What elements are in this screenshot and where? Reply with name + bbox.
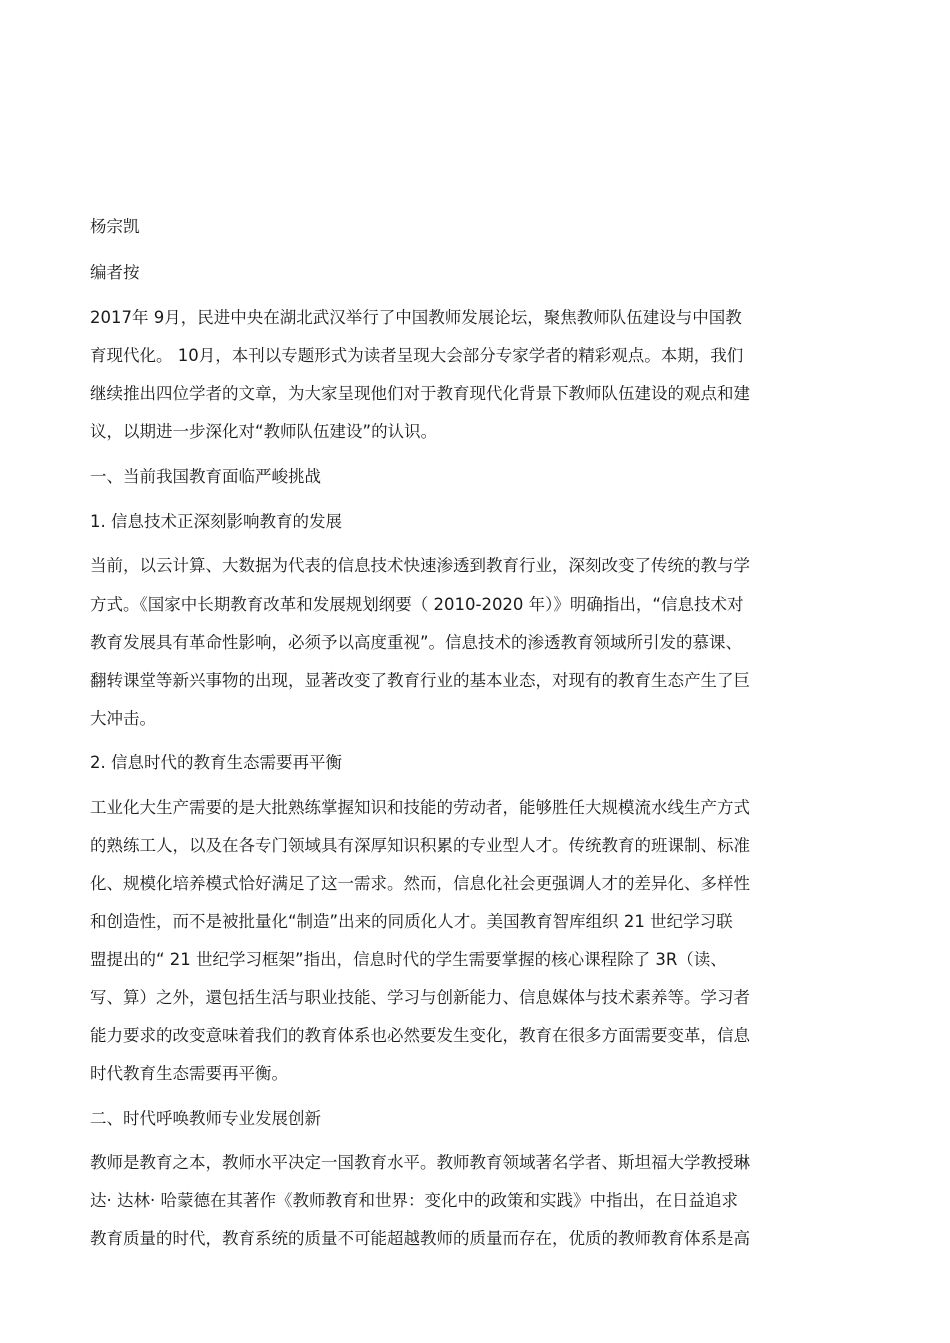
paragraph-line: 时代教育生态需要再平衡。 [90,1064,288,1083]
paragraph-line: 继续推出四位学者的文章，为大家呈现他们对于教育现代化背景下教师队伍建设的观点和建 [90,384,750,403]
paragraph-line: 大冲击。 [90,709,156,728]
editor-note-label: 编者按 [90,263,140,282]
paragraph-line: 议，以期进一步深化对“教师队伍建设”的认识。 [90,422,438,441]
subsection-heading: 1. 信息技术正深刻影响教育的发展 [90,512,342,531]
paragraph-line: 当前，以云计算、大数据为代表的信息技术快速渗透到教育行业，深刻改变了传统的教与学 [90,556,750,575]
paragraph-line: 教师是教育之本，教师水平决定一国教育水平。教师教育领域著名学者、斯坦福大学教授琳 [90,1153,750,1172]
paragraph-line: 能力要求的改变意味着我们的教育体系也必然要发生变化，教育在很多方面需要变革，信息 [90,1026,750,1045]
paragraph-line: 写、算）之外，還包括生活与职业技能、学习与创新能力、信息媒体与技术素养等。学习者 [90,988,750,1007]
paragraph-line: 工业化大生产需要的是大批熟练掌握知识和技能的劳动者，能够胜任大规模流水线生产方式 [90,798,750,817]
paragraph-line: 和创造性，而不是被批量化“制造”出来的同质化人才。美国教育智库组织 21 世纪学习联 [90,912,733,931]
section-heading: 一、当前我国教育面临严峻挑战 [90,467,321,486]
section-heading: 二、时代呼唤教师专业发展创新 [90,1109,321,1128]
paragraph-line: 2017年 9月，民进中央在湖北武汉举行了中国教师发展论坛，聚焦教师队伍建设与中国教 [90,308,742,327]
paragraph-line: 育现代化。 10月，本刊以专题形式为读者呈现大会部分专家学者的精彩观点。本期，我们 [90,346,744,365]
paragraph-line: 达· 达林· 哈蒙德在其著作《教师教育和世界：变化中的政策和实践》中指出，在日益追求 [90,1191,738,1210]
paragraph-line: 化、规模化培养模式恰好满足了这一需求。然而，信息化社会更强调人才的差异化、多样性 [90,874,750,893]
paragraph-line: 教育质量的时代，教育系统的质量不可能超越教师的质量而存在，优质的教师教育体系是高 [90,1229,750,1248]
author-name: 杨宗凯 [90,217,140,236]
subsection-heading: 2. 信息时代的教育生态需要再平衡 [90,753,342,772]
paragraph-line: 翻转课堂等新兴事物的出现，显著改变了教育行业的基本业态，对现有的教育生态产生了巨 [90,671,750,690]
paragraph-line: 的熟练工人，以及在各专门领域具有深厚知识积累的专业型人才。传统教育的班课制、标准 [90,836,750,855]
paragraph-line: 方式。《国家中长期教育改革和发展规划纲要（ 2010-2020 年）》明确指出，“信息技术对 [90,595,744,614]
paragraph-line: 盟提出的“ 21 世纪学习框架”指出，信息时代的学生需要掌握的核心课程除了 3R（读、 [90,950,727,969]
paragraph-line: 教育发展具有革命性影响，必须予以高度重视”。信息技术的渗透教育领域所引发的慕课、 [90,633,743,652]
